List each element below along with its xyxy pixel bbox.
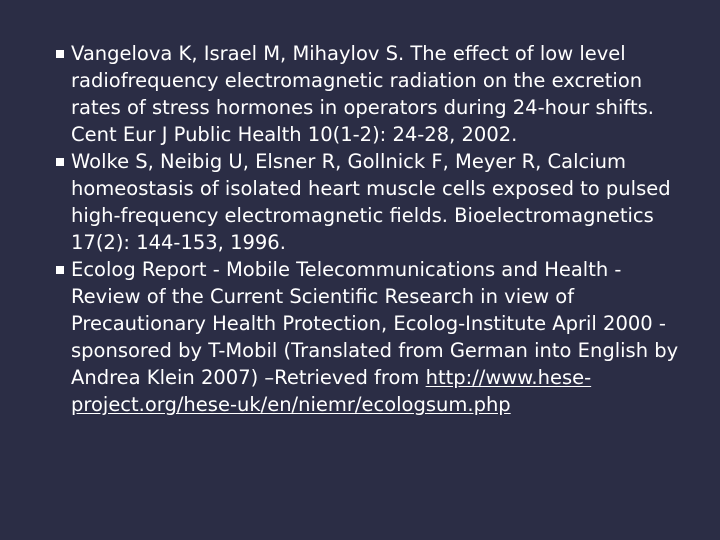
square-bullet-icon — [56, 266, 64, 274]
reference-text: Vangelova K, Israel M, Mihaylov S. The effect of low level radiofrequency electromagnetic radiation on the excretion rates of stress hormones in operators during 24-hour shifts. Cent Eur J Public Health 10(1-2): 24-28, 2002. — [71, 42, 654, 146]
reference-item-vangelova — [56, 40, 686, 148]
reference-list — [56, 40, 686, 418]
reference-link[interactable]: http://www.hese-project.org/hese-uk/en/niemr/ecologsum.php — [71, 366, 592, 416]
square-bullet-icon — [56, 158, 64, 166]
square-bullet-icon — [56, 50, 64, 58]
reference-item-ecolog — [56, 256, 686, 418]
reference-text-with-link — [71, 256, 686, 418]
reference-text: Wolke S, Neibig U, Elsner R, Gollnick F, Meyer R, Calcium homeostasis of isolated heart muscle cells exposed to pulsed high-frequency electromagnetic fields. Bioelectromagnetics 17(2): 144-153, 1996. — [71, 150, 671, 254]
reference-item-wolke — [56, 148, 686, 256]
reference-text: Ecolog Report - Mobile Telecommunications and Health - Review of the Current Scientific Research in view of Precautionary Health Protection, Ecolog-Institute April 2000 - sponsored by T-Mobil (Translated from German into English by Andrea Klein 2007) –Retrieved from — [71, 258, 679, 389]
